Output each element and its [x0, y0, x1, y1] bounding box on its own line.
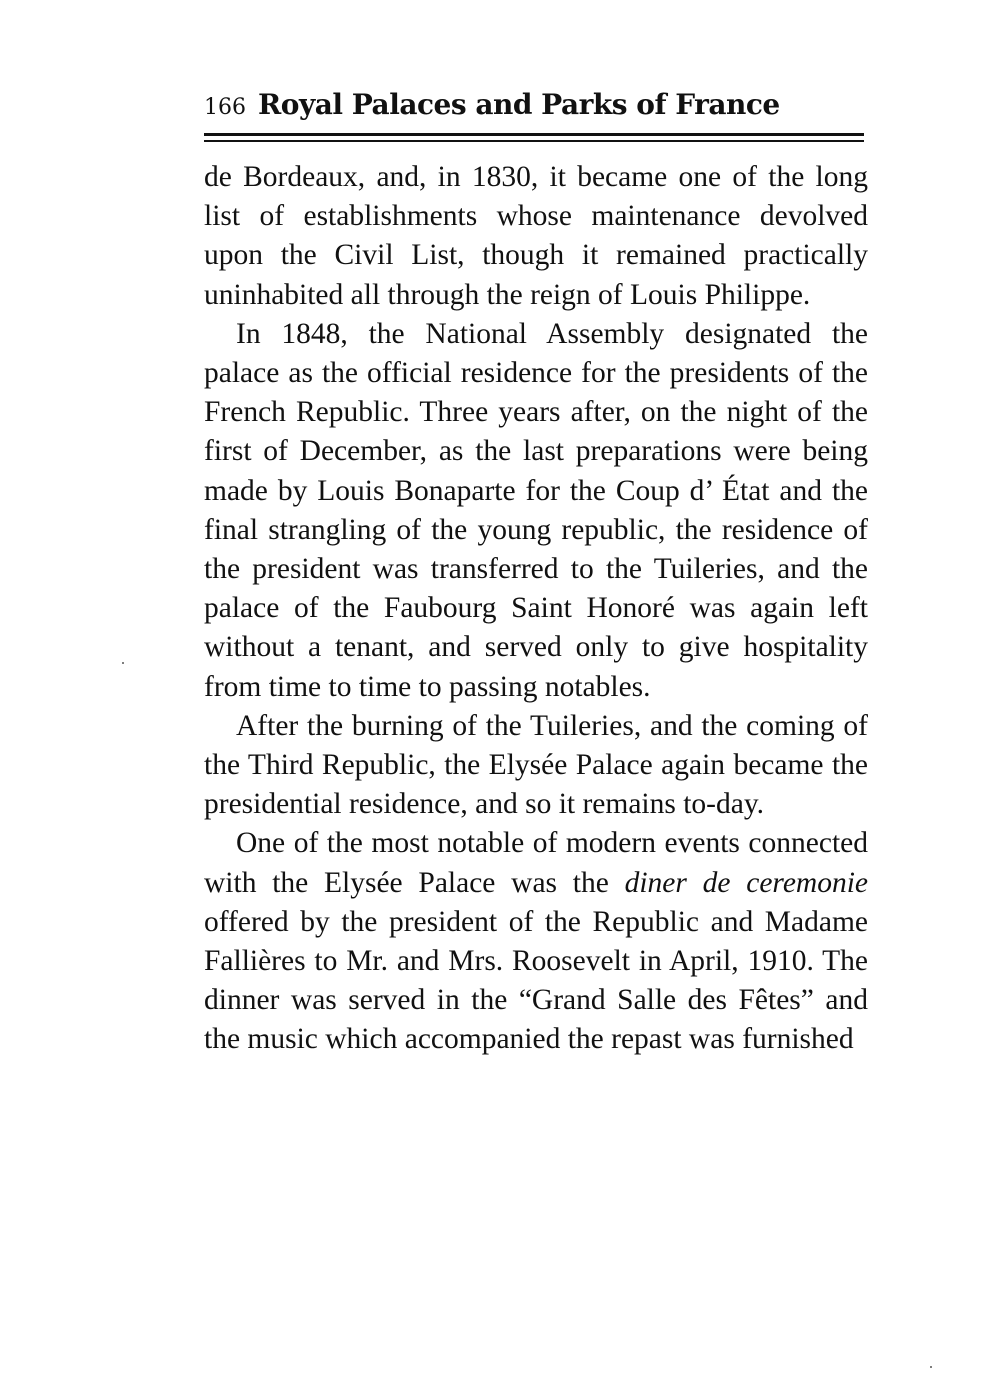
paragraph-text-part-2: offered by the president of the Republic and Madame Fallières to Mr. and Mrs. Roosevelt in April, 1910. The dinner was served in the “Grand Salle des Fêtes” and the music which accompanied the repast was furnished [204, 905, 868, 1056]
header-rule-thin [204, 140, 864, 142]
page-number: 166 [204, 95, 246, 120]
body-text [204, 158, 868, 1060]
paragraph-national-assembly: In 1848, the National Assembly designated the palace as the official residence for the presidents of the French Republic. Three years after, on the night of the first of December, as the last preparations were being made by Louis Bonaparte for the Coup d’ État and the final strangling of the young republic, the residence of the president was transferred to the Tuileries, and the palace of the Faubourg Saint Honoré was again left without a tenant, and served only to give hospitality from time to time to passing notables. [204, 317, 868, 703]
paragraph-third-republic: After the burning of the Tuileries, and the coming of the Third Republic, the Elysée Palace again became the presidential residence, and so it remains to-day. [204, 709, 868, 821]
paper-speck [122, 662, 124, 664]
running-title: Royal Palaces and Parks of France [258, 88, 780, 121]
paragraph-continuation: de Bordeaux, and, in 1830, it became one of the long list of establishments whose maintenance devolved upon the Civil List, though it remained practically uninhabited all through the reign of Louis Philippe. [204, 161, 868, 311]
running-head [204, 88, 864, 132]
paragraph-roosevelt-dinner [204, 824, 868, 1059]
italic-phrase: diner de ceremonie [624, 866, 869, 899]
header-rule-thick [204, 133, 864, 136]
paragraph-text-part-1: One of the most notable of modern events connected with the Elysée Palace was the [204, 827, 868, 899]
paper-speck [930, 1366, 932, 1368]
